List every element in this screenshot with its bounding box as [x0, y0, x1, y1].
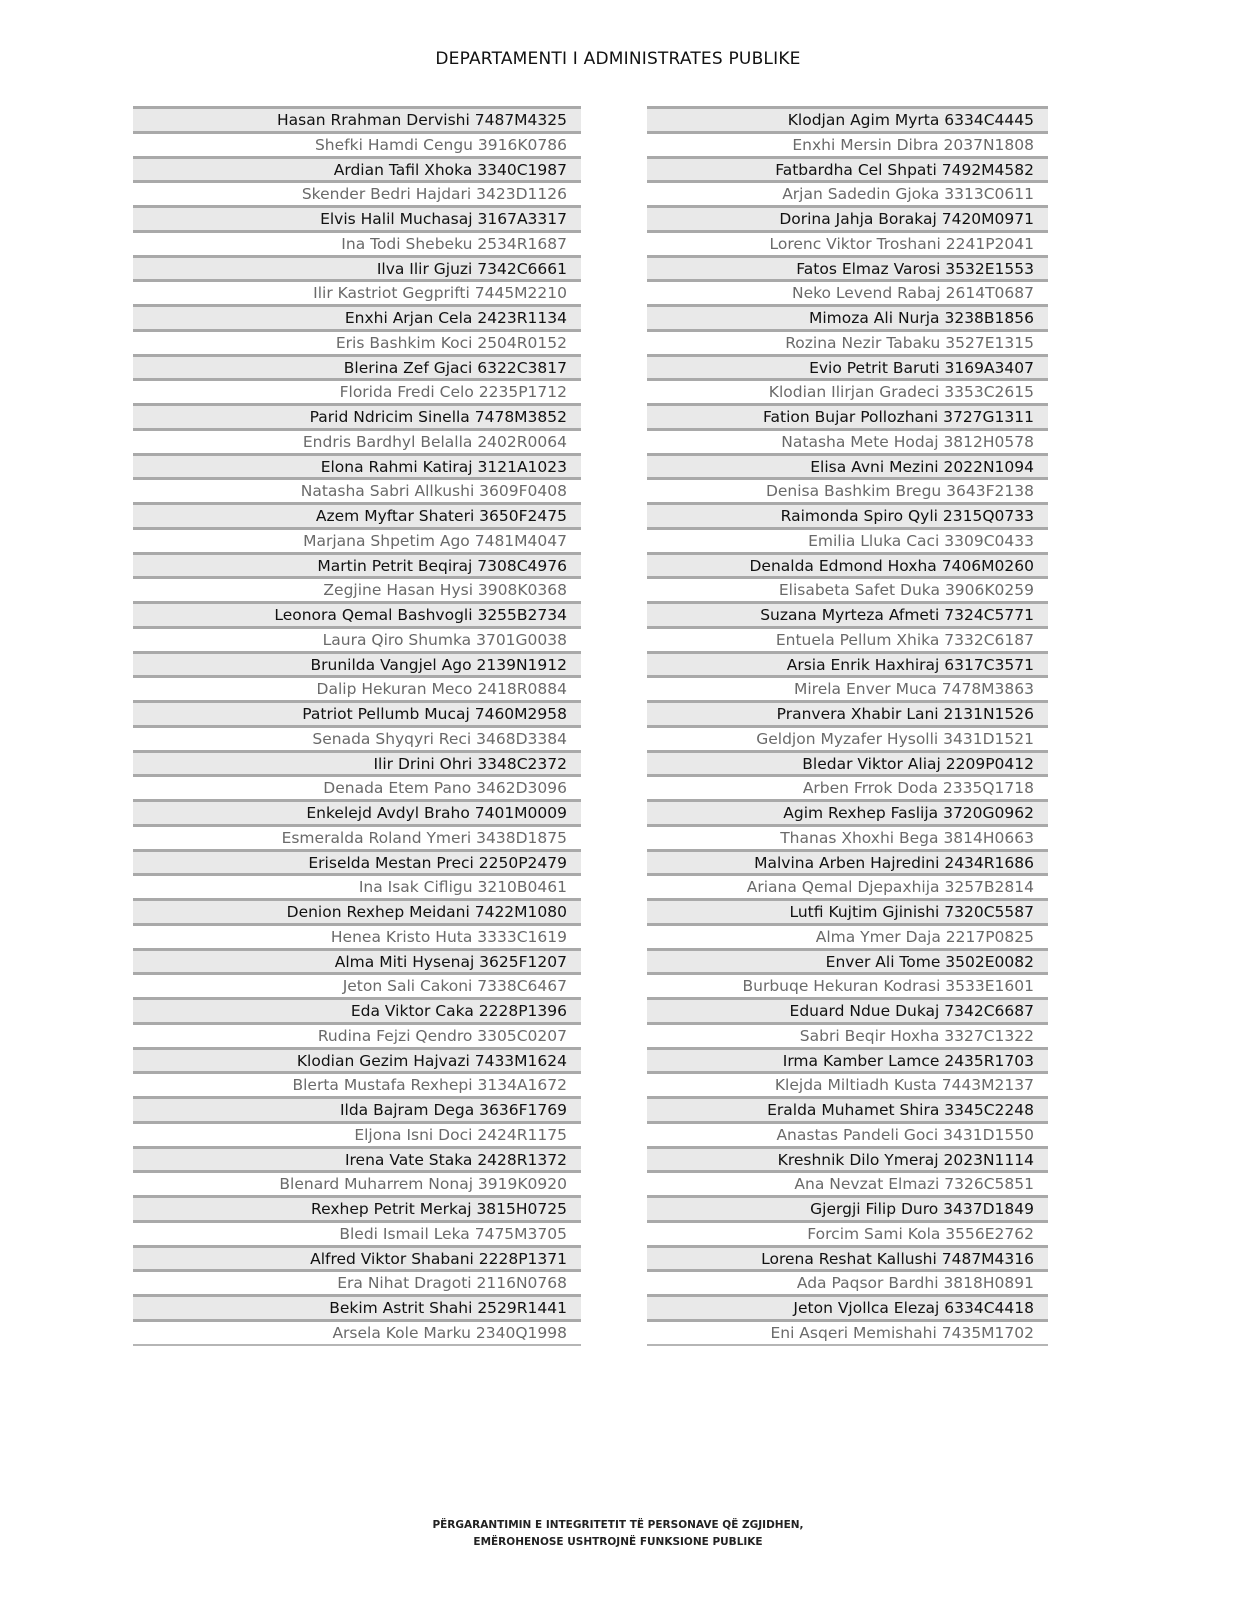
footer-line-2: EMËROHENOSE USHTROJNË FUNKSIONE PUBLIKE	[473, 1536, 763, 1548]
list-item: Enver Ali Tome 3502E0082	[647, 948, 1048, 973]
list-item: Alma Miti Hysenaj 3625F1207	[133, 948, 581, 973]
list-item: Fation Bujar Pollozhani 3727G1311	[647, 403, 1048, 428]
list-item: Natasha Sabri Allkushi 3609F0408	[133, 477, 581, 502]
list-end-rule	[647, 1344, 1048, 1346]
list-item: Arsela Kole Marku 2340Q1998	[133, 1319, 581, 1344]
list-item: Ina Isak Cifligu 3210B0461	[133, 873, 581, 898]
list-item: Blenard Muharrem Nonaj 3919K0920	[133, 1170, 581, 1195]
page-footer	[0, 1517, 1236, 1551]
list-item: Skender Bedri Hajdari 3423D1126	[133, 180, 581, 205]
list-item: Ariana Qemal Djepaxhija 3257B2814	[647, 873, 1048, 898]
list-item: Fatbardha Cel Shpati 7492M4582	[647, 156, 1048, 181]
list-item: Enkelejd Avdyl Braho 7401M0009	[133, 799, 581, 824]
list-item: Jeton Sali Cakoni 7338C6467	[133, 972, 581, 997]
list-item: Neko Levend Rabaj 2614T0687	[647, 279, 1048, 304]
list-item: Ardian Tafil Xhoka 3340C1987	[133, 156, 581, 181]
left-name-list	[133, 106, 581, 1346]
list-item: Shefki Hamdi Cengu 3916K0786	[133, 131, 581, 156]
list-item: Klodian Gezim Hajvazi 7433M1624	[133, 1047, 581, 1072]
list-item: Zegjine Hasan Hysi 3908K0368	[133, 576, 581, 601]
list-item: Forcim Sami Kola 3556E2762	[647, 1220, 1048, 1245]
list-item: Dorina Jahja Borakaj 7420M0971	[647, 205, 1048, 230]
list-item: Raimonda Spiro Qyli 2315Q0733	[647, 502, 1048, 527]
list-item: Ilda Bajram Dega 3636F1769	[133, 1096, 581, 1121]
list-item: Ilir Drini Ohri 3348C2372	[133, 750, 581, 775]
list-item: Martin Petrit Beqiraj 7308C4976	[133, 552, 581, 577]
list-item: Brunilda Vangjel Ago 2139N1912	[133, 651, 581, 676]
list-item: Azem Myftar Shateri 3650F2475	[133, 502, 581, 527]
list-item: Sabri Beqir Hoxha 3327C1322	[647, 1022, 1048, 1047]
list-item: Ilir Kastriot Gegprifti 7445M2210	[133, 279, 581, 304]
list-item: Natasha Mete Hodaj 3812H0578	[647, 428, 1048, 453]
list-item: Denalda Edmond Hoxha 7406M0260	[647, 552, 1048, 577]
list-item: Esmeralda Roland Ymeri 3438D1875	[133, 824, 581, 849]
list-item: Jeton Vjollca Elezaj 6334C4418	[647, 1294, 1048, 1319]
list-item: Klodian Ilirjan Gradeci 3353C2615	[647, 378, 1048, 403]
list-item: Blerta Mustafa Rexhepi 3134A1672	[133, 1071, 581, 1096]
list-end-rule	[133, 1344, 581, 1346]
list-item: Eralda Muhamet Shira 3345C2248	[647, 1096, 1048, 1121]
list-item: Eduard Ndue Dukaj 7342C6687	[647, 997, 1048, 1022]
list-item: Burbuqe Hekuran Kodrasi 3533E1601	[647, 972, 1048, 997]
list-item: Elvis Halil Muchasaj 3167A3317	[133, 205, 581, 230]
list-item: Endris Bardhyl Belalla 2402R0064	[133, 428, 581, 453]
list-item: Ada Paqsor Bardhi 3818H0891	[647, 1269, 1048, 1294]
list-item: Gjergji Filip Duro 3437D1849	[647, 1195, 1048, 1220]
list-item: Senada Shyqyri Reci 3468D3384	[133, 725, 581, 750]
list-item: Eriselda Mestan Preci 2250P2479	[133, 849, 581, 874]
list-item: Alfred Viktor Shabani 2228P1371	[133, 1245, 581, 1270]
list-item: Eni Asqeri Memishahi 7435M1702	[647, 1319, 1048, 1344]
list-item: Arben Frrok Doda 2335Q1718	[647, 774, 1048, 799]
footer-line-1: PËRGARANTIMIN E INTEGRITETIT TË PERSONAVE QË ZGJIDHEN,	[432, 1519, 804, 1531]
list-item: Agim Rexhep Faslija 3720G0962	[647, 799, 1048, 824]
list-item: Bledi Ismail Leka 7475M3705	[133, 1220, 581, 1245]
list-item: Rudina Fejzi Qendro 3305C0207	[133, 1022, 581, 1047]
list-item: Enxhi Arjan Cela 2423R1134	[133, 304, 581, 329]
list-item: Lorena Reshat Kallushi 7487M4316	[647, 1245, 1048, 1270]
list-item: Rozina Nezir Tabaku 3527E1315	[647, 329, 1048, 354]
list-item: Emilia Lluka Caci 3309C0433	[647, 527, 1048, 552]
list-item: Arsia Enrik Haxhiraj 6317C3571	[647, 651, 1048, 676]
list-item: Irena Vate Staka 2428R1372	[133, 1146, 581, 1171]
page-title: DEPARTAMENTI I ADMINISTRATES PUBLIKE	[435, 49, 801, 69]
list-item: Elisa Avni Mezini 2022N1094	[647, 453, 1048, 478]
list-item: Parid Ndricim Sinella 7478M3852	[133, 403, 581, 428]
list-item: Irma Kamber Lamce 2435R1703	[647, 1047, 1048, 1072]
list-item: Bekim Astrit Shahi 2529R1441	[133, 1294, 581, 1319]
list-item: Florida Fredi Celo 2235P1712	[133, 378, 581, 403]
list-item: Eris Bashkim Koci 2504R0152	[133, 329, 581, 354]
list-item: Dalip Hekuran Meco 2418R0884	[133, 675, 581, 700]
right-name-list	[647, 106, 1048, 1346]
list-item: Henea Kristo Huta 3333C1619	[133, 923, 581, 948]
list-item: Kreshnik Dilo Ymeraj 2023N1114	[647, 1146, 1048, 1171]
list-item: Rexhep Petrit Merkaj 3815H0725	[133, 1195, 581, 1220]
list-item: Patriot Pellumb Mucaj 7460M2958	[133, 700, 581, 725]
list-item: Thanas Xhoxhi Bega 3814H0663	[647, 824, 1048, 849]
list-item: Alma Ymer Daja 2217P0825	[647, 923, 1048, 948]
list-item: Leonora Qemal Bashvogli 3255B2734	[133, 601, 581, 626]
list-item: Fatos Elmaz Varosi 3532E1553	[647, 255, 1048, 280]
list-item: Mimoza Ali Nurja 3238B1856	[647, 304, 1048, 329]
list-item: Lorenc Viktor Troshani 2241P2041	[647, 230, 1048, 255]
list-item: Ilva Ilir Gjuzi 7342C6661	[133, 255, 581, 280]
list-item: Anastas Pandeli Goci 3431D1550	[647, 1121, 1048, 1146]
list-item: Bledar Viktor Aliaj 2209P0412	[647, 750, 1048, 775]
list-item: Geldjon Myzafer Hysolli 3431D1521	[647, 725, 1048, 750]
list-item: Laura Qiro Shumka 3701G0038	[133, 626, 581, 651]
list-item: Evio Petrit Baruti 3169A3407	[647, 354, 1048, 379]
list-item: Klejda Miltiadh Kusta 7443M2137	[647, 1071, 1048, 1096]
list-item: Denion Rexhep Meidani 7422M1080	[133, 898, 581, 923]
list-item: Enxhi Mersin Dibra 2037N1808	[647, 131, 1048, 156]
list-item: Ina Todi Shebeku 2534R1687	[133, 230, 581, 255]
list-item: Klodjan Agim Myrta 6334C4445	[647, 106, 1048, 131]
list-item: Hasan Rrahman Dervishi 7487M4325	[133, 106, 581, 131]
list-item: Entuela Pellum Xhika 7332C6187	[647, 626, 1048, 651]
list-item: Lutfi Kujtim Gjinishi 7320C5587	[647, 898, 1048, 923]
list-item: Blerina Zef Gjaci 6322C3817	[133, 354, 581, 379]
list-item: Malvina Arben Hajredini 2434R1686	[647, 849, 1048, 874]
list-item: Denisa Bashkim Bregu 3643F2138	[647, 477, 1048, 502]
list-item: Denada Etem Pano 3462D3096	[133, 774, 581, 799]
list-item: Suzana Myrteza Afmeti 7324C5771	[647, 601, 1048, 626]
list-item: Era Nihat Dragoti 2116N0768	[133, 1269, 581, 1294]
list-item: Pranvera Xhabir Lani 2131N1526	[647, 700, 1048, 725]
list-item: Elona Rahmi Katiraj 3121A1023	[133, 453, 581, 478]
list-item: Mirela Enver Muca 7478M3863	[647, 675, 1048, 700]
list-item: Elisabeta Safet Duka 3906K0259	[647, 576, 1048, 601]
list-item: Eda Viktor Caka 2228P1396	[133, 997, 581, 1022]
list-item: Ana Nevzat Elmazi 7326C5851	[647, 1170, 1048, 1195]
list-item: Marjana Shpetim Ago 7481M4047	[133, 527, 581, 552]
list-item: Arjan Sadedin Gjoka 3313C0611	[647, 180, 1048, 205]
list-item: Eljona Isni Doci 2424R1175	[133, 1121, 581, 1146]
